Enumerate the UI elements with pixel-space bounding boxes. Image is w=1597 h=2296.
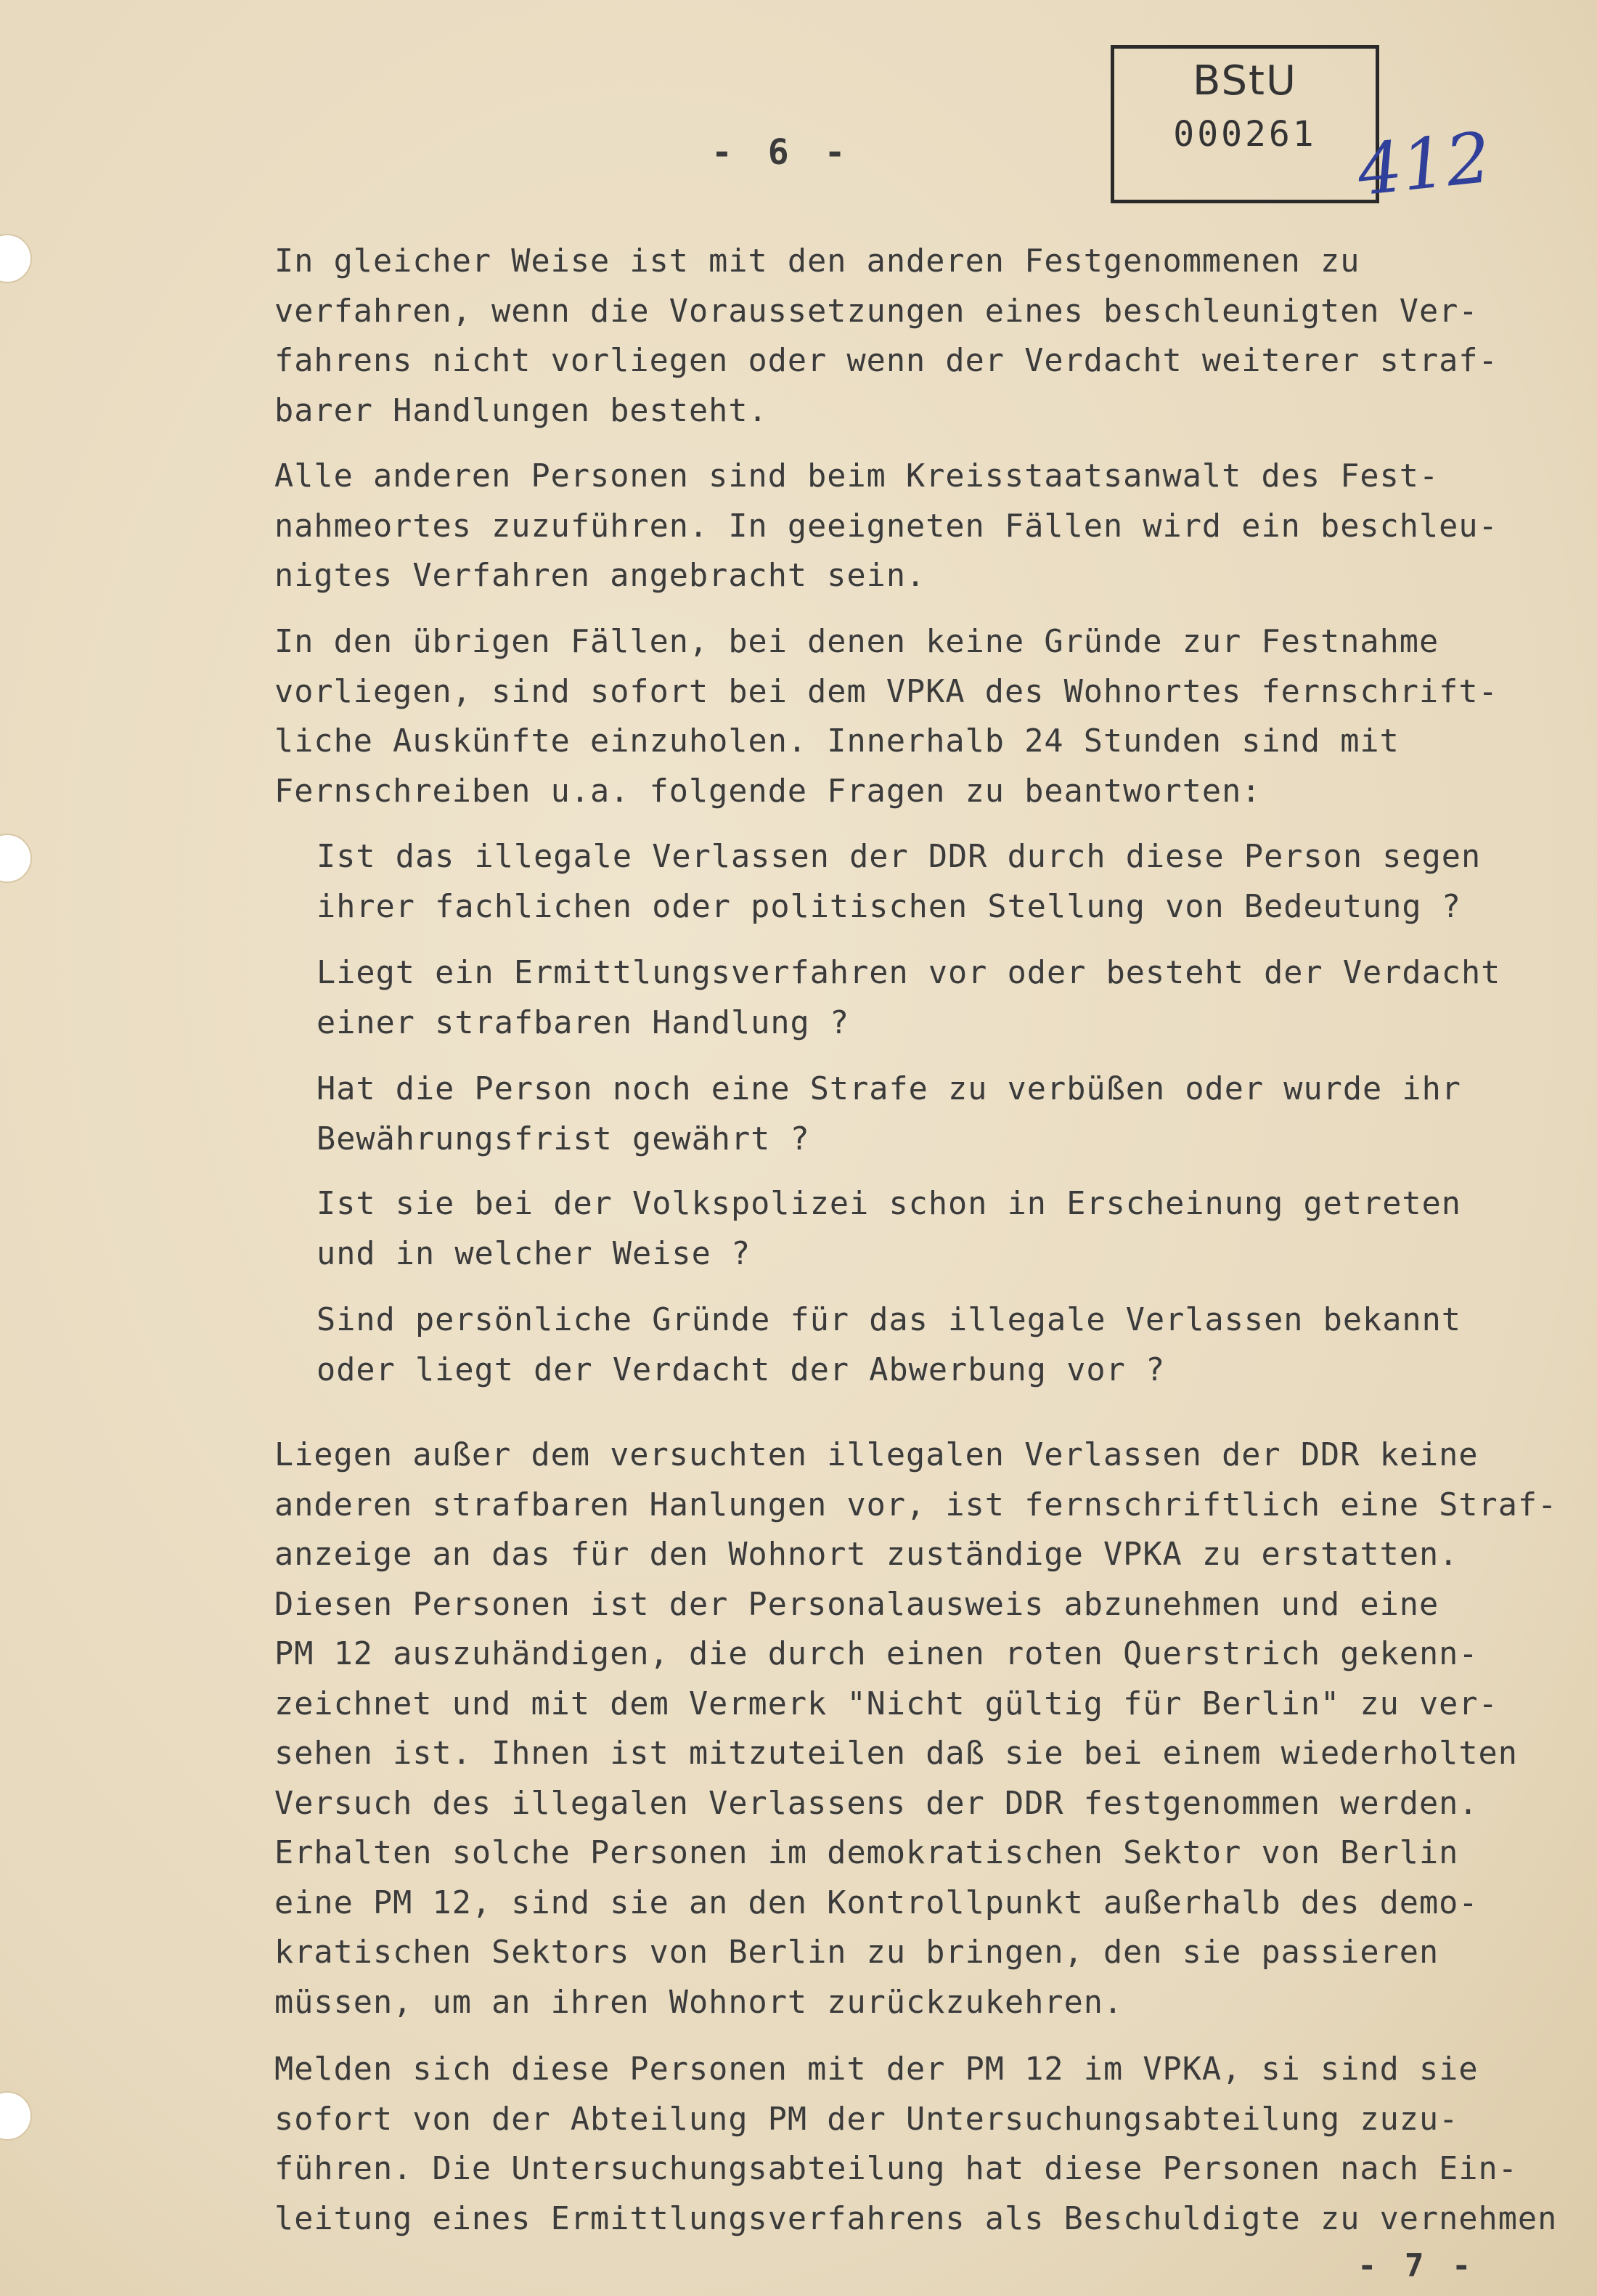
- question-item: [316, 832, 1551, 932]
- text-line: Diesen Personen ist der Personalausweis abzunehmen und eine: [274, 1586, 1439, 1623]
- text-line: sehen ist. Ihnen ist mitzuteilen daß sie bei einem wiederholten: [274, 1735, 1518, 1772]
- text-line: ihrer fachlichen oder politischen Stellung von Bedeutung ?: [316, 888, 1461, 925]
- question-item: [316, 1295, 1551, 1395]
- text-line: vorliegen, sind sofort bei dem VPKA des Wohnortes fernschrift-: [274, 673, 1498, 710]
- paragraph: [274, 452, 1552, 601]
- text-line: fahrens nicht vorliegen oder wenn der Verdacht weiterer straf-: [274, 343, 1498, 379]
- text-line: führen. Die Untersuchungsabteilung hat diese Personen nach Ein-: [274, 2151, 1518, 2187]
- text-line: Alle anderen Personen sind beim Kreisstaatsanwalt des Fest-: [274, 458, 1439, 494]
- stamp-number: 000261: [1173, 114, 1317, 155]
- paragraph: [274, 617, 1552, 816]
- text-line: anzeige an das für den Wohnort zuständige VPKA zu erstatten.: [274, 1536, 1459, 1573]
- text-line: anderen strafbaren Hanlungen vor, ist fernschriftlich eine Straf-: [274, 1486, 1558, 1523]
- archive-stamp: [1111, 45, 1379, 203]
- text-line: PM 12 auszuhändigen, die durch einen roten Querstrich gekenn-: [274, 1636, 1479, 1672]
- text-line: Liegt ein Ermittlungsverfahren vor oder besteht der Verdacht: [316, 955, 1501, 991]
- text-line: Ist sie bei der Volkspolizei schon in Erscheinung getreten: [316, 1186, 1461, 1222]
- text-line: In gleicher Weise ist mit den anderen Festgenommenen zu: [274, 243, 1360, 280]
- text-line: zeichnet und mit dem Vermerk "Nicht gültig für Berlin" zu ver-: [274, 1685, 1498, 1722]
- text-line: Versuch des illegalen Verlassens der DDR festgenommen werden.: [274, 1785, 1479, 1822]
- text-line: nigtes Verfahren angebracht sein.: [274, 558, 926, 594]
- text-line: Sind persönliche Gründe für das illegale Verlassen bekannt: [316, 1302, 1461, 1338]
- text-line: eine PM 12, sind sie an den Kontrollpunkt außerhalb des demo-: [274, 1884, 1479, 1921]
- text-line: leitung eines Ermittlungsverfahrens als Beschuldigte zu vernehmen: [274, 2200, 1558, 2237]
- text-line: Hat die Person noch eine Strafe zu verbüßen oder wurde ihr: [316, 1071, 1461, 1107]
- question-item: [316, 948, 1551, 1048]
- text-line: Liegen außer dem versuchten illegalen Verlassen der DDR keine: [274, 1437, 1479, 1473]
- paragraph: [274, 2045, 1558, 2244]
- punch-hole: [0, 2091, 32, 2141]
- text-line: sofort von der Abteilung PM der Untersuchungsabteilung zuzu-: [274, 2101, 1459, 2138]
- paragraph: [274, 1430, 1558, 2027]
- text-line: Fernschreiben u.a. folgende Fragen zu beantworten:: [274, 773, 1262, 810]
- text-line: und in welcher Weise ?: [316, 1235, 751, 1272]
- handwritten-page-number: 412: [1353, 116, 1495, 212]
- question-item: [316, 1179, 1551, 1279]
- text-line: In den übrigen Fällen, bei denen keine Gründe zur Festnahme: [274, 624, 1439, 660]
- text-line: einer strafbaren Handlung ?: [316, 1004, 850, 1041]
- text-line: barer Handlungen besteht.: [274, 392, 768, 429]
- text-line: Bewährungsfrist gewährt ?: [316, 1120, 810, 1157]
- text-line: liche Auskünfte einzuholen. Innerhalb 24 Stunden sind mit: [274, 723, 1400, 760]
- next-page-marker: - 7 -: [1357, 2247, 1476, 2284]
- text-line: Ist das illegale Verlassen der DDR durch diese Person segen: [316, 839, 1482, 875]
- text-line: Erhalten solche Personen im demokratischen Sektor von Berlin: [274, 1835, 1459, 1871]
- text-line: kratischen Sektors von Berlin zu bringen, den sie passieren: [274, 1934, 1439, 1971]
- text-line: nahmeortes zuzuführen. In geeigneten Fällen wird ein beschleu-: [274, 508, 1498, 545]
- text-line: verfahren, wenn die Voraussetzungen eines beschleunigten Ver-: [274, 293, 1479, 330]
- text-line: müssen, um an ihren Wohnort zurückzukehren.: [274, 1984, 1124, 2021]
- punch-hole: [0, 234, 32, 283]
- paragraph: [274, 237, 1552, 436]
- page-number: - 6 -: [711, 132, 853, 173]
- punch-hole: [0, 834, 32, 883]
- text-line: oder liegt der Verdacht der Abwerbung vor ?: [316, 1351, 1166, 1388]
- question-item: [316, 1064, 1551, 1164]
- stamp-org: BStU: [1193, 57, 1297, 105]
- text-line: Melden sich diese Personen mit der PM 12 im VPKA, si sind sie: [274, 2051, 1479, 2088]
